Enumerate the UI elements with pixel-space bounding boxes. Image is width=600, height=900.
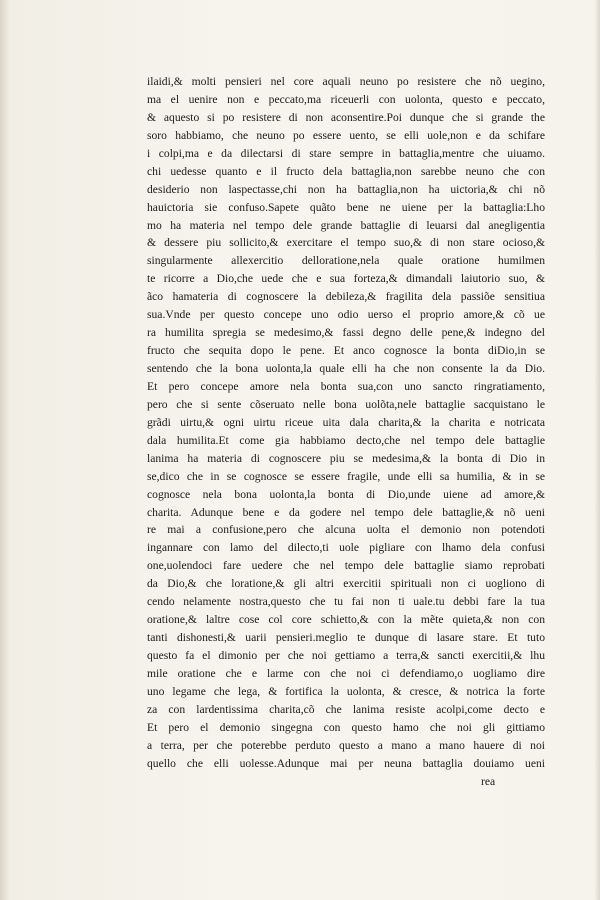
- text-line: quello che elli uolesse.Adunque mai per neuna battaglia douiamo ueni: [147, 756, 545, 770]
- text-line: uno legame che lega, & fortifica la uolonta, & cresce, & notrica la forte: [147, 684, 545, 698]
- text-line: grãdi uirtu,& ogni uirtu riceue uita dala charita,& la charita e notricata: [147, 415, 545, 429]
- text-line: mile oratione che e larme con che noi ci defendiamo,o uogliamo dire: [147, 666, 545, 680]
- text-line: ma el uenire non e peccato,ma riceuerli con uolonta, questo e peccato,: [147, 92, 545, 106]
- text-line: & aquesto si po resistere di non aconsentire.Poi dunque che si grande the: [147, 110, 545, 124]
- text-line: singularmente allexercitio dellorationе,nela quale oratione humilmen: [147, 254, 545, 268]
- text-line: sentendo che la bona uolonta,la quale elli ha che non consente la da Dio.: [147, 362, 545, 375]
- text-line: a terra, per che poterebbe perduto questo a mano a mano hauere di noi: [147, 738, 545, 752]
- text-line: tanti dishonesti,& uarii pensieri.meglio te dunque di lasare stare. Et tuto: [147, 631, 545, 645]
- text-line: ilaidi,& molti pensieri nel core aquali neuno po resistere che nõ uegino,: [147, 75, 545, 88]
- text-line: questo fa el dimonio per che noi gettiamo a terra,& sancti exercitii,& lhu: [147, 649, 545, 662]
- text-line: se,dico che in se cognosce se essere fragile, unde elli sa humilia, & in se: [147, 469, 545, 483]
- text-line: charita. Adunque bene e da godere nel tempo dele battaglie,& nõ ueni: [147, 505, 545, 519]
- text-line: hauictoria sie confuso.Sapete quãto bene ne uiene per la battaglia:Lho: [147, 200, 545, 214]
- text-line: ra humilita spregia se medesimo,& fassi degno delle pene,& indegno del: [147, 326, 545, 340]
- text-line: cognosce nela bona uolonta,la bonta di Dio,unde uiene ad amore,&: [147, 487, 545, 501]
- text-line: pero che si sente cõseruato nelle bona uolõta,nele battaglie sacquistano le: [147, 397, 545, 411]
- text-line: one,uolendoci fare uedere che nel tempo dele battaglie siamo reprobati: [147, 559, 545, 573]
- text-line: soro habbiamo, che neuno po essere uento, se elli uole,non e da schifare: [147, 128, 545, 142]
- text-column: [147, 73, 545, 791]
- text-line: fructo che sequita dopo le pene. Et anco cognosce la bonta diDio,in se: [147, 344, 545, 358]
- text-line: da Dio,& che loratione,& gli altri exercitii spirituali non ci uogliono di: [147, 577, 545, 591]
- text-line: Et pero concepe amore nela bonta sua,con uno sancto ringratiamento,: [147, 379, 545, 393]
- text-line: desiderio non laspectasse,chi non ha battaglia,non ha uictoria,& chi nõ: [147, 182, 545, 196]
- text-line: oratione,& laltre cose col core schietto,& con la mẽte quieta,& non con: [147, 613, 545, 627]
- text-line: chi uedesse quanto e il fructo dela battaglia,non sarebbe neuno che con: [147, 164, 545, 178]
- text-line: i colpi,ma e da dilectarsi di stare sempre in battaglia,mentre che uiuamo.: [147, 146, 545, 160]
- text-line: te ricorre a Dio,che uede che e sua forteza,& dimandali laiutorio suo, &: [147, 272, 545, 286]
- text-line: za con lardentissima charita,cõ che lanima resiste acolpi,come decto e: [147, 702, 545, 716]
- text-line: ãco hamateria di cognoscere la debileza,& fragilita dela passiõe sensitiua: [147, 290, 545, 304]
- text-line: re mai a confusione,pero che alcuna uolta el demonio non potendoti: [147, 523, 545, 537]
- page-gutter-shadow: [0, 0, 10, 900]
- text-line: dala humilita.Et come gia habbiamo decto,che nel tempo dele battaglie: [147, 433, 545, 447]
- text-line: mo ha materia nel tempo dele grande battaglie di leuarsi dal anegligentia: [147, 218, 545, 232]
- catchword: rea: [481, 774, 496, 788]
- text-line: ingannare con lamo del dilecto,ti uole pigliare con lhamo dela confusi: [147, 541, 545, 555]
- text-line: Et pero el demonio singegna con questo hamo che noi gli gittiamo: [147, 720, 545, 734]
- text-line: cendo nelamente nostra,questo che tu fai non ti uale.tu debbi fare la tua: [147, 595, 545, 609]
- text-line: & dessere piu sollicito,& exercitare el tempo suo,& di non stare ocioso,&: [147, 236, 545, 250]
- page-edge-shadow: [594, 0, 600, 900]
- text-line: sua.Vnde per questo concepe uno odio uerso el proprio amore,& cõ ue: [147, 308, 545, 322]
- text-line: lanima ha materia di cognoscere piu se medesima,& la bonta di Dio in: [147, 451, 545, 465]
